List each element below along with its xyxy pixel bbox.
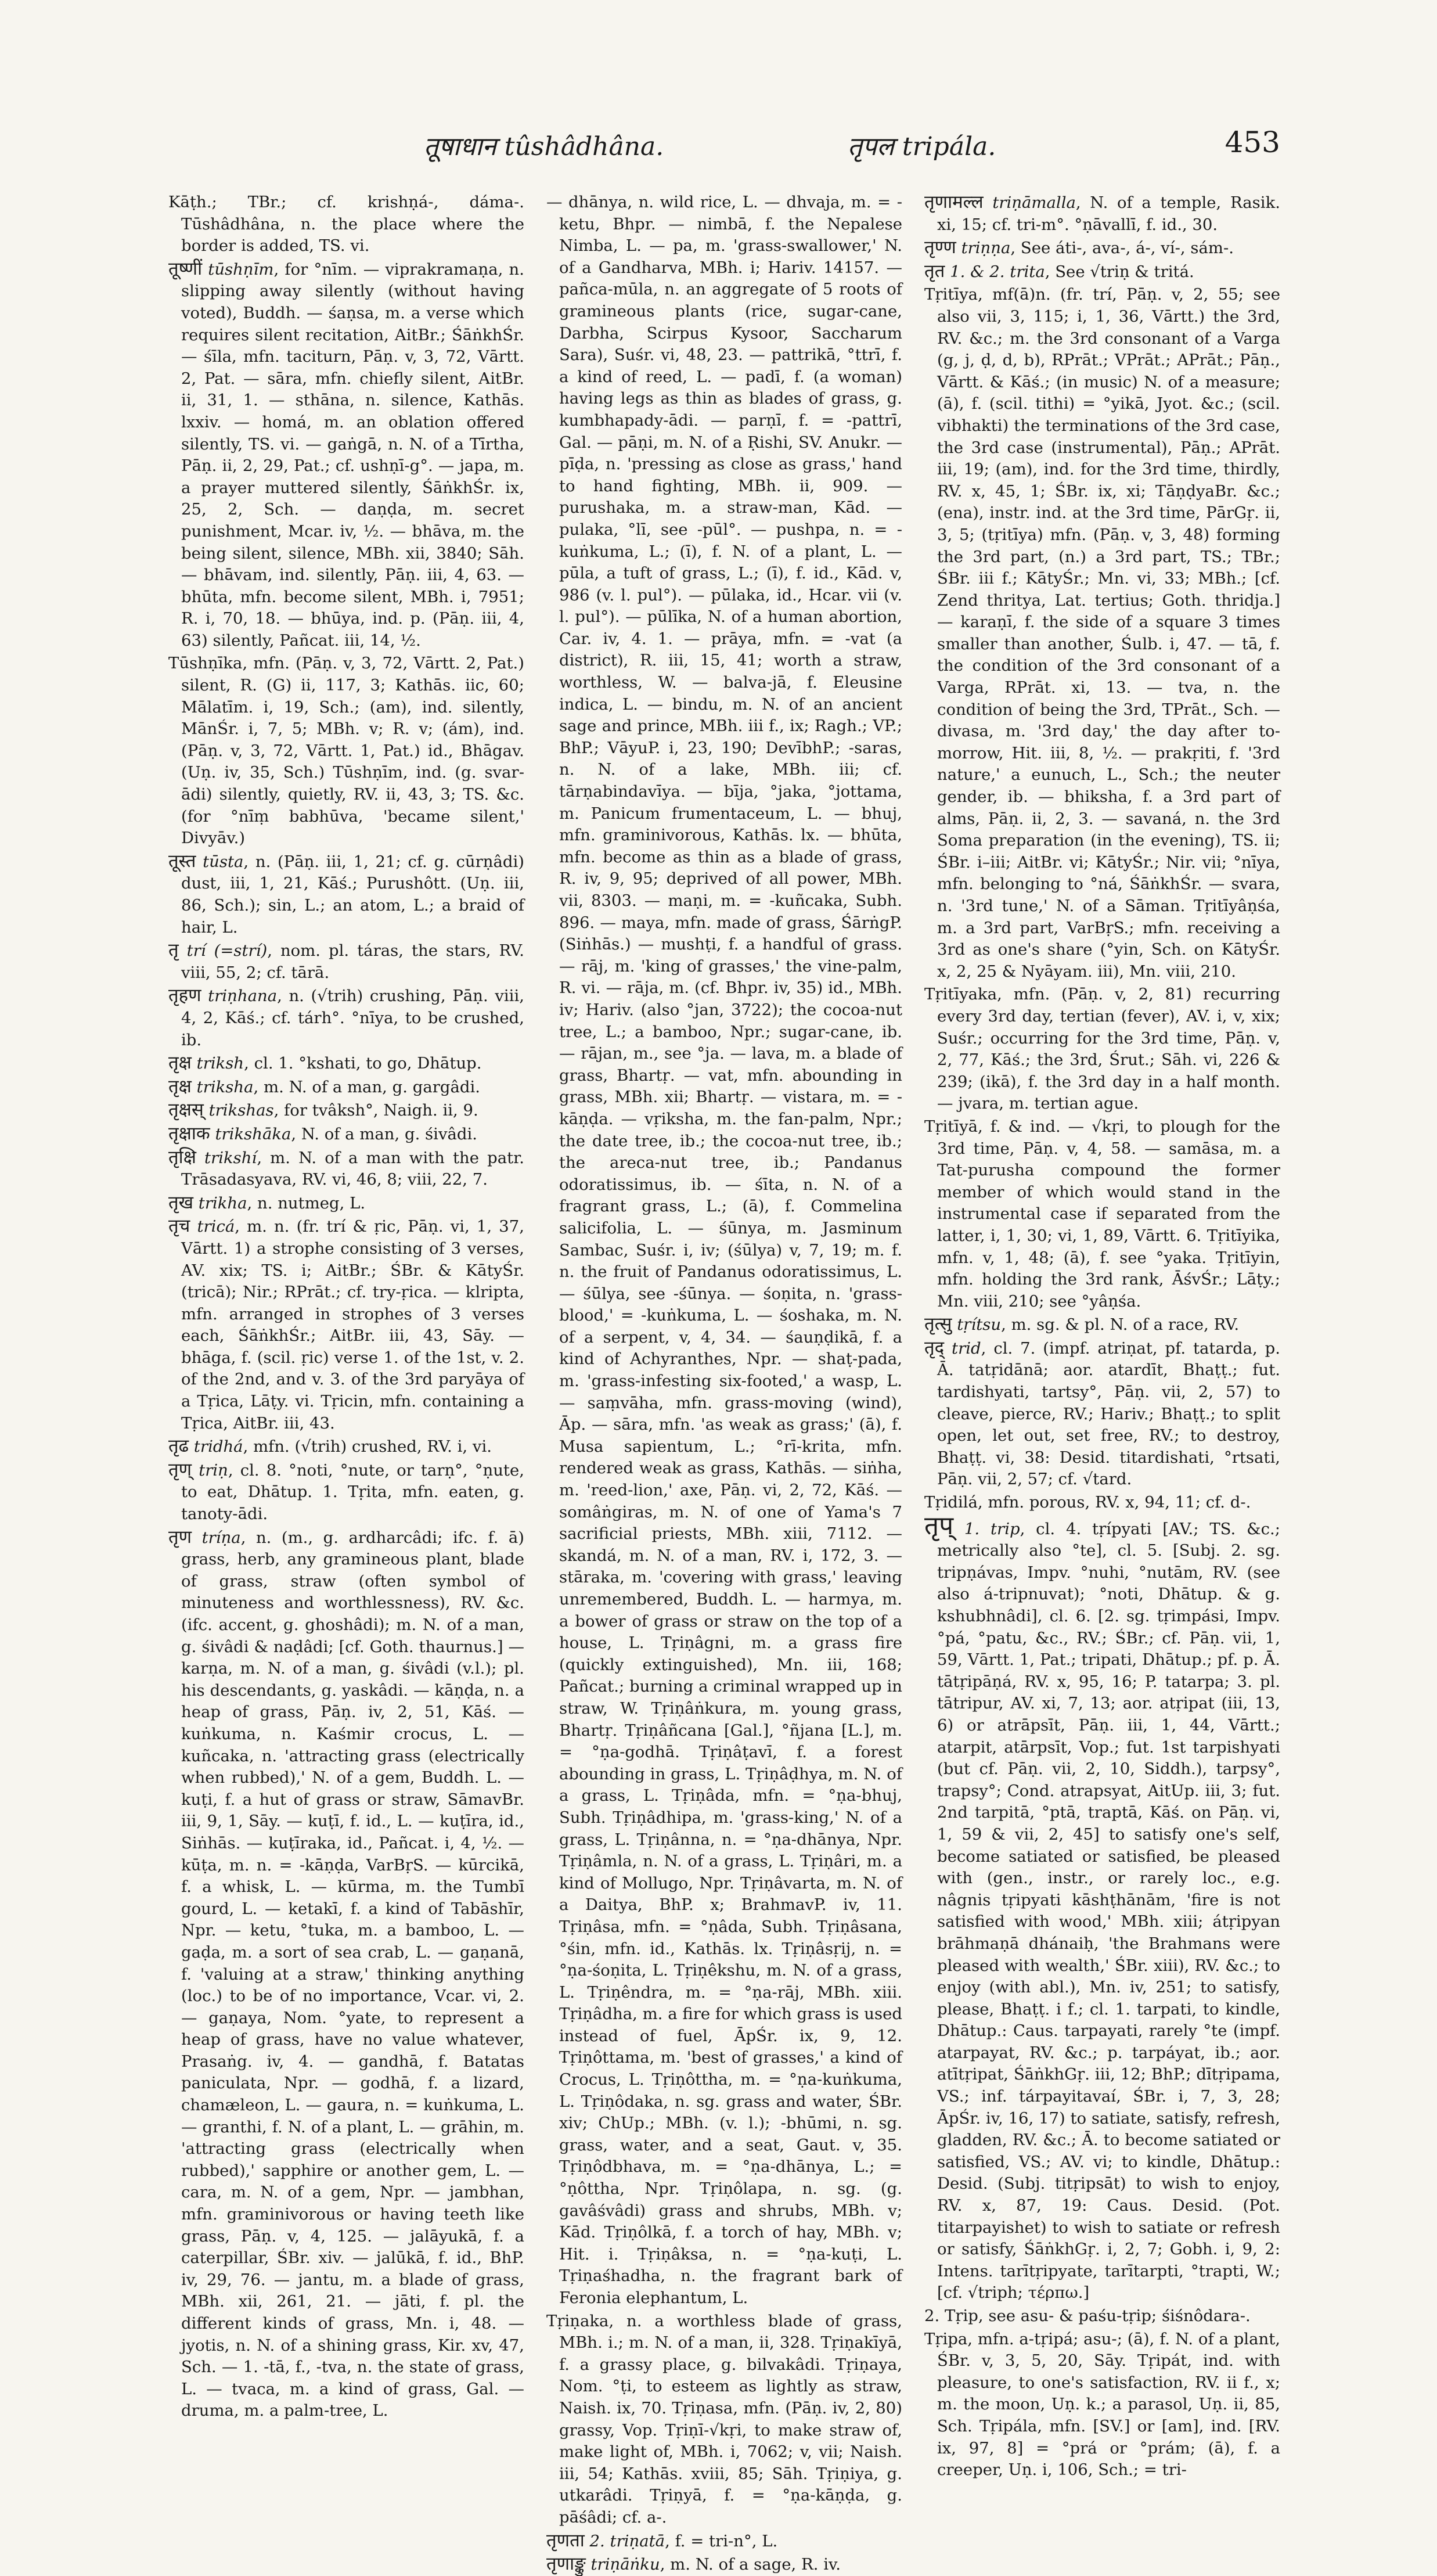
dictionary-entry: तृक्षस् trikshas, for tvâksh°, Naigh. ii, 9. [168,1099,478,1121]
headword-devanagari: तृक्षाक [168,1122,210,1144]
dictionary-entry: तृच tricá, m. n. (fr. trí & ṛic, Pāṇ. vi, 1, 37, Vārtt. 1) a strophe consisting of 3 verses, AV. xix; TS. i; AitBr.; ŚBr. & KātyŚr. (tricā); Nir.; RPrāt.; cf. try-ṛica. — klripta, mfn. arranged in strophes of 3 verses each, ŚāṅkhŚr.; AitBr. iii, 43, Sāy. — bhāga, f. (scil. ṛic) verse 1. of the 1st, v. 2. of the 2nd, and v. 3. of the 3rd paryāya of a Tṛica, Lāṭy. vi. Tṛicin, mfn. containing a Tṛica, AitBr. iii, 43. [168,1215,524,1433]
entry-definition: n. (m., g. ardharcâdi; ifc. f. ā) grass, herb, any gramineous plant, blade of grass, straw (often symbol of minuteness and worthlessness), RV. &c. (ifc. accent, g. ghoshâdi); m. N. of a man, g. śivâdi & naḍâdi; [cf. Goth. thaurnus.] — karṇa, m. N. of a man, g. śivâdi (v.l.); pl. his descendants, g. yaskâdi. — kāṇḍa, n. a heap of grass, Pāṇ. iv, 2, 51, Kāś. — kuṅkuma, n. Kaśmir crocus, L. — kuñcaka, n. 'attracting grass (electrically when rubbed),' N. of a gem, Buddh. L. — kuṭi, f. a hut of grass or straw, SāmavBr. iii, 9, 1, Sāy. — kuṭī, f. id., L. — kuṭīra, id., Siṅhās. — kuṭīraka, id., Pañcat. i, 4, ½. — kūṭa, m. n. = -kāṇḍa, VarBṛS. — kūrcikā, f. a whisk, L. — kūrma, m. the Tumbī gourd, L. — ketakī, f. a kind of Tabāshīr, Npr. — ketu, °tuka, m. a bamboo, L. — gaḍa, m. a sort of sea crab, L. — gaṇanā, f. 'valuing at a straw,' thinking anything (loc.) to be of no importance, Vcar. vi, 2. — gaṇaya, Nom. °yate, to represent a heap of grass, have no value whatever, Prasaṅg. iv, 4. — gandhā, f. Batatas paniculata, Npr. — godhā, f. a lizard, chamæleon, L. — gaura, n. = kuṅkuma, L. — granthi, f. N. of a plant, L. — grāhin, m. 'attracting grass (electrically when rubbed),' sapphire or another gem, L. — cara, m. N. of a gem, Npr. — jambhan, mfn. graminivorous or having teeth like grass, Pāṇ. v, 4, 125. — jalāyukā, f. a caterpillar, ŚBr. xiv. — jalūkā, f. id., BhP. iv, 29, 76. — jantu, m. a blade of grass, MBh. xii, 261, 21. — jāti, f. pl. the different kinds of grass, Mn. i, 48. — jyotis, n. N. of a shining grass, Kir. xv, 47, Sch. — 1. -tā, f., -tva, n. the state of grass, L. — tvaca, m. a kind of grass, Gal. — druma, m. a palm-tree, L. [181,1528,524,2420]
headword-devanagari: तृढ [168,1435,189,1457]
running-head-middle: तृपल tripála. [848,132,996,161]
entry-definition: Tṛiṇaka, n. a worthless blade of grass, MBh. i.; m. N. of a man, ii, 328. Tṛiṇakīyā, f. a grassy place, g. bilvakâdi. Tṛiṇaya, Nom. °ṭi, to esteem as lightly as straw, Naish. ix, 70. Tṛiṇasa, mfn. (Pāṇ. iv, 2, 80) grassy, Vop. Tṛiṇī-√kṛi, to make straw of, make light of, MBh. i, 7062; v, vii; Naish. iii, 54; Kathās. xviii, 85; Sāh. Tṛiṇiya, g. utkarâdi. Tṛiṇyā, f. = °ṇa-kāṇḍa, g. pāśâdi; cf. a-. [546,2311,902,2527]
entry-definition: Tṛitīya, mf(ā)n. (fr. trí, Pāṇ. v, 2, 55; see also vii, 3, 115; i, 1, 36, Vārtt.) the 3rd, RV. &c.; m. the 3rd consonant of a Varga (g, j, ḍ, d, b), RPrāt.; VPrāt.; APrāt.; Pāṇ., Vārtt. & Kāś.; (in music) N. of a measure; (ā), f. (scil. tithi) = °yikā, Jyot. &c.; (scil. vibhakti) the terminations of the 3rd case, the 3rd case (instrumental), Pāṇ.; APrāt. iii, 19; (am), ind. for the 3rd time, thirdly, RV. x, 45, 1; ŚBr. ix, xi; TāṇḍyaBr. &c.; (ena), instr. ind. at the 3rd time, PārGṛ. ii, 3, 5; (tṛitīya) mfn. (Pāṇ. v, 3, 48) forming the 3rd part, (n.) a 3rd part, TS.; TBr.; ŚBr. iii f.; KātyŚr.; Mn. vi, 33; MBh.; [cf. Zend thritya, Lat. tertius; Goth. thridja.] — karaṇī, f. the side of a square 3 times smaller than another, Śulb. i, 47. — tā, f. the condition of the 3rd consonant of a Varga, RPrāt. xi, 13. — tva, n. the condition of being the 3rd, TPrāt., Sch. — divasa, m. '3rd day,' the day after to-morrow, Hit. iii, 8, ½. — prakṛiti, f. '3rd nature,' a eunuch, L., Sch.; the neuter gender, ib. — bhiksha, f. a 3rd part of alms, Pāṇ. ii, 2, 3. — savaná, n. the 3rd Soma preparation (in the evening), TS. ii; ŚBr. i–iii; AitBr. vi; KātyŚr.; Nir. vii; °nīya, mfn. belonging to °ná, ŚāṅkhŚr. — svara, n. '3rd tune,' N. of a Sāman. Tṛitīyâṇśa, m. a 3rd part, VarBṛS.; mfn. receiving a 3rd as one's share (°yin, Sch. on KātyŚr. x, 2, 25 & Nyāyam. iii), Mn. viii, 210. [924,285,1280,981]
dictionary-entry: तृण् triṇ, cl. 8. °noti, °nute, or tarṇ°, °ṇute, to eat, Dhātup. 1. Tṛita, mfn. eaten, g. tanoty-ādi. [168,1459,524,1524]
headword-devanagari: तृत [924,260,945,282]
headword-transliteration: trí (=strí) [186,941,268,960]
headword-transliteration: tríṇa [201,1528,241,1547]
headword-transliteration: 1. & 2. trita [950,262,1045,281]
dictionary-entry: तृत 1. & 2. trita, See √triṇ & tritá. [924,260,1194,282]
dictionary-entry: तृणाङ्कु triṇāṅku, m. N. of a sage, R. iv. [546,2553,841,2575]
dictionary-entry: तृक्ष triksha, m. N. of a man, g. gargâdi. [168,1075,481,1097]
entry-definition: Tṛipa, mfn. a-tṛipá; asu-; (ā), f. N. of a plant, ŚBr. v, 3, 5, 20, Sāy. Tṛipát, ind. with pleasure, to one's satisfaction, RV. ii f., x; m. the moon, Uṇ. k.; a parasol, Uṇ. ii, 85, Sch. Tṛipála, mfn. [SV.] or [am], ind. [RV. ix, 97, 8] = °prá or °prám; (ā), f. a creeper, Uṇ. i, 106, Sch.; = tri- [924,2329,1280,2480]
entry-definition: m. N. of a man with the patr. Trāsadasyava, RV. vi, 46, 8; viii, 22, 7. [181,1148,525,1189]
headword-devanagari: तृणामल्ल [924,192,984,213]
entry-definition: cl. 7. (impf. atriṇat, pf. tatarda, p. Ā. tatṛidānā; aor. atardīt, Bhaṭṭ.; fut. tardishyati, tartsy°, Pāṇ. vii, 2, 57) to cleave, pierce, RV.; Hariv.; Bhaṭṭ.; to split open, let out, set free, RV.; to destroy, Bhaṭṭ. vi, 38: Desid. titardishati, °rtsati, Pāṇ. vii, 2, 57; cf. √tard. [937,1339,1280,1489]
headword-transliteration: triṇāṅku [590,2555,660,2574]
dictionary-entry: तृढ tridhá, mfn. (√trih) crushed, RV. i, vi. [168,1435,492,1457]
entry-definition: m. n. (fr. trí & ṛic, Pāṇ. vi, 1, 37, Vārtt. 1) a strophe consisting of 3 verses, AV. xix; TS. i; AitBr.; ŚBr. & KātyŚr. (tricā); Nir.; RPrāt.; cf. try-ṛica. — klripta, mfn. arranged in strophes of 3 verses each, ŚāṅkhŚr.; AitBr. iii, 43, Sāy. — bhāga, f. (scil. ṛic) verse 1. of the 1st, v. 2. of the 2nd, and v. 3. of the 3rd paryāya of a Tṛica, Lāṭy. vi. Tṛicin, mfn. containing a Tṛica, AitBr. iii, 43. [181,1217,524,1433]
headword-devanagari: तृख [168,1192,194,1213]
headword-transliteration: triṇṇa [961,239,1011,258]
headword-devanagari: तृण [168,1526,192,1548]
dictionary-entry [168,192,524,257]
dictionary-entry: तृ trí (=strí), nom. pl. táras, the stars, RV. viii, 55, 2; cf. tārā. [168,940,525,982]
headword-devanagari: तृच [168,1215,190,1237]
dictionary-entry: तृप् 1. trip, cl. 4. tṛípyati [AV.; TS. &c.; metrically also °te], cl. 5. [Subj. 2. sg. tripṇávas, Impv. °nuhi, °nutām, RV. (see also á-tripnuvat); °noti, Dhātup. & g. kshubhnâdi], cl. 6. [2. sg. tṛimpási, Impv. °pá, °patu, &c., RV.; ŚBr.; cf. Pāṇ. vii, 1, 59, Vārtt. 1, Pat.; tripati, Dhātup.; pf. p. Ā. tātṛipāṇá, RV. x, 95, 16; P. tatarpa; 3. pl. tātripur, AV. xi, 7, 13; aor. atṛipat (iii, 13, 6) or atrāpsīt, Pāṇ. iii, 1, 44, Vārtt.; atarpit, atārpsīt, Vop.; fut. 1st tarpishyati (but cf. Pāṇ. vii, 2, 10, Siddh.), tarpsy°, trapsy°; Cond. atrapsyat, AitUp. iii, 3; fut. 2nd tarpitā, °ptā, traptā, Kāś. on Pāṇ. vi, 1, 59 & vii, 2, 45] to satisfy one's self, become satiated or satisfied, be pleased with (gen., instr., or rarely loc., e.g. nâgnis tṛipyati kāshṭhānām, 'fire is not satisfied with wood,' MBh. xiii; átṛipyan brāhmaṇā dhánaiḥ, 'the Brahmans were pleased with wealth,' ŚBr. xiii), RV. &c.; to enjoy (with abl.), Mn. iv, 251; to satisfy, please, Bhaṭṭ. i f.; cl. 1. tarpati, to kindle, Dhātup.: Caus. tarpayati, rarely °te (impf. atarpayat, RV. &c.; p. tarpáyat, ib.; aor. atītṛipat, ŚāṅkhGṛ. iii, 12; BhP.; dītṛipama, VS.; inf. tárpayitavaí, ŚBr. i, 7, 3, 28; ĀpŚr. iv, 16, 17) to satiate, satisfy, refresh, gladden, RV. &c.; Ā. to become satiated or satisfied, VS.; AV. vi; to kindle, Dhātup.: Desid. (Subj. titṛipsāt) to wish to enjoy, RV. x, 87, 19: Caus. Desid. (Pot. titarpayishet) to wish to satiate or refresh or satisfy, ŚāṅkhGṛ. i, 2, 7; Gobh. i, 9, 2: Intens. tarītṛipyate, tarītarpti, °trapti, W.; [cf. √triph; τέρπω.] [924,1510,1280,2302]
dictionary-entry [924,984,1280,1115]
dictionary-entry [924,284,1280,983]
dictionary-entry [924,2305,1280,2327]
dictionary-entry: तृक्षाक trikshāka, N. of a man, g. śivâdi. [168,1122,478,1144]
headword-transliteration: tṛítsu [957,1315,1002,1334]
entry-definition: Tṛidilá, mfn. porous, RV. x, 94, 11; cf. d-. [924,1493,1251,1512]
entry-definition: m. N. of a man, g. gargâdi. [264,1077,481,1096]
headword-transliteration: trikshí [204,1148,257,1167]
headword-transliteration: trikha [198,1193,247,1213]
dictionary-entry [924,1116,1280,1312]
entry-definition: — dhānya, n. wild rice, L. — dhvaja, m. = -ketu, Bhpr. — nimbā, f. the Nepalese Nimba, L. — pa, m. 'grass-swallower,' N. of a Gandharva, MBh. i; Hariv. 14157. — pañca-mūla, n. an aggregate of 5 roots of gramineous plants (rice, sugar-cane, Darbha, Scirpus Kysoor, Saccharum Sara), Suśr. vi, 48, 23. — pattrikā, °ttrī, f. a kind of reed, L. — padī, f. (a woman) having legs as thin as blades of grass, g. kumbhapady-ādi. — parṇī, f. = -pattrī, Gal. — pāṇi, m. N. of a Ṛishi, SV. Anukr. — pīḍa, n. 'pressing as close as grass,' hand to hand fighting, MBh. ii, 909. — purushaka, m. a straw-man, Kād. — pulaka, °lī, see -pūl°. — pushpa, n. = -kuṅkuma, L.; (ī), f. N. of a plant, L. — pūla, a tuft of grass, L.; (ī), f. id., Kād. v, 986 (v. l. pul°). — pūlaka, id., Hcar. vii (v. l. pul°). — pūlīka, N. of a human abortion, Car. iv, 4. 1. — prāya, mfn. = -vat (a district), R. iii, 15, 41; worth a straw, worthless, W. — balva-jā, f. Eleusine indica, L. — bindu, m. N. of an ancient sage and prince, MBh. iii f., ix; Ragh.; VP.; BhP.; VāyuP. i, 23, 190; DevībhP.; -saras, n. N. of a lake, MBh. iii; cf. tārṇabindavīya. — bīja, °jaka, °jottama, m. Panicum frumentaceum, L. — bhuj, mfn. graminivorous, Kathās. lx. — bhūta, mfn. become as thin as a blade of grass, R. iv, 9, 95; deprived of all power, MBh. vii, 8303. — maṇi, m. = -kuñcaka, Subh. 896. — maya, mfn. made of grass, ŚārṅgP. (Siṅhās.) — mushṭi, f. a handful of grass. — rāj, m. 'king of grasses,' the vine-palm, R. vi. — rāja, m. (cf. Bhpr. iv, 35) id., MBh. iv; Hariv. (also °jan, 3722); the cocoa-nut tree, L.; a bamboo, Npr.; sugar-cane, ib. — rājan, m., see °ja. — lava, m. a blade of grass, Bhartṛ. — vat, mfn. abounding in grass, MBh. xii; Bhartṛ. — vistara, m. = -kāṇḍa. — vṛiksha, m. the fan-palm, Npr.; the date tree, ib.; the cocoa-nut tree, ib.; the areca-nut tree, ib.; Pandanus odoratissimus, ib. — śīta, n. N. of a fragrant grass, L.; (ā), f. Commelina salicifolia, L. — śūnya, m. Jasminum Sambac, Suśr. i, iv; (śūlya) v, 7, 19; m. f. n. the fruit of Pandanus odoratissimus, L. — śūlya, see -śūnya. — śoṇita, n. 'grass-blood,' = -kuṅkuma, L. — śoshaka, m. N. of a serpent, v, 4, 34. — śauṇḍikā, f. a kind of Achyranthes, Npr. — shaṭ-pada, m. 'grass-infesting six-footed,' a wasp, L. — saṃvāha, mfn. grass-moving (wind), Āp. — sāra, mfn. 'as weak as grass;' (ā), f. Musa sapientum, L.; °rī-krita, mfn. rendered weak as grass, Kathās. — siṅha, m. 'reed-lion,' axe, Pāṇ. vi, 2, 72, Kāś. — somâṅgiras, m. N. of one of Yama's 7 sacrificial priests, MBh. xiii, 7112. — skandá, m. N. of a man, RV. i, 172, 3. — stāraka, m. 'covering with grass,' leaving unremembered, Buddh. L. — harmya, m. a bower of grass or straw on the top of a house, L. Tṛiṇâgni, m. a grass fire (quickly extinguished), Mn. iii, 168; Pañcat.; burning a criminal wrapped up in straw, W. Tṛiṇâṅkura, m. young grass, Bhartṛ. Tṛiṇâñcana [Gal.], °ñjana [L.], m. = °ṇa-godhā. Tṛiṇâṭavī, f. a forest abounding in grass, L. Tṛiṇâḍhya, m. N. of a grass, L. Tṛiṇâda, mfn. = °ṇa-bhuj, Subh. Tṛiṇâdhipa, m. 'grass-king,' N. of a grass, L. Tṛiṇânna, n. = °ṇa-dhānya, Npr. Tṛiṇâmla, n. N. of a grass, L. Tṛiṇâri, m. a kind of Mollugo, Npr. Tṛiṇâvarta, m. N. of a Daitya, BhP. x; BrahmavP. iv, 11. Tṛiṇâsa, mfn. = °ṇâda, Subh. Tṛiṇâsana, °śin, mfn. id., Kathās. lx. Tṛiṇâsṛij, n. = °ṇa-śoṇita, L. Tṛiṇêkshu, m. N. of a grass, L. Tṛiṇêndra, m. = °ṇa-rāj, MBh. xiii. Tṛiṇâdha, m. a fire for which grass is used instead of fuel, ĀpŚr. ix, 9, 12. Tṛiṇôttama, m. 'best of grasses,' a kind of Crocus, L. Tṛiṇôttha, m. = °ṇa-kuṅkuma, L. Tṛiṇôdaka, n. sg. grass and water, ŚBr. xiv; ChUp.; MBh. (v. l.); -bhūmi, n. sg. grass, water, and a seat, Gaut. v, 35. Tṛiṇôdbhava, m. = °ṇa-dhānya, L.; = °ṇôttha, Npr. Tṛiṇôlapa, n. sg. (g. gavâśvâdi) grass and shrubs, MBh. v; Kād. Tṛiṇôlkā, f. a torch of hay, MBh. v; Hit. i. Tṛiṇâksa, n. = °ṇa-kuṭi, L. Tṛiṇaśhadha, n. the fragrant bark of Feronia elephantum, L. [546,193,902,2307]
headword-transliteration: triṇāmalla [992,193,1076,212]
dictionary-entry: तूष्णीं tūshṇīm, for °nīm. — viprakramaṇa, n. slipping away silently (without having voted), Buddh. — śaṇsa, m. a verse which requires silent recitation, AitBr.; ŚāṅkhŚr. — śīla, mfn. taciturn, Pāṇ. v, 3, 72, Vārtt. 2, Pat. — sāra, mfn. chiefly silent, AitBr. ii, 31, 1. — sthāna, n. silence, Kathās. lxxiv. — homá, m. an oblation offered silently, TS. vi. — gaṅgā, n. N. of a Tīrtha, Pāṇ. ii, 2, 29, Pat.; cf. ushṇī-g°. — japa, m. a prayer muttered silently, ŚāṅkhŚr. ix, 25, 2, Sch. — daṇḍa, m. secret punishment, Mcar. iv, ½. — bhāva, m. the being silent, silence, MBh. xii, 3840; Sāh. — bhāvam, ind. silently, Pāṇ. iii, 4, 63. — bhūta, mfn. become silent, MBh. i, 7951; R. i, 70, 18. — bhūya, ind. p. (Pāṇ. iii, 4, 63) silently, Pañcat. iii, 14, ½. [168,258,525,650]
headword-transliteration: trikshas [208,1101,274,1120]
entry-definition: n. (Pāṇ. iii, 1, 21; cf. g. cūrṇâdi) dust, iii, 1, 21, Kāś.; Purushôtt. (Uṇ. iii, 86, Sch.); sin, L.; an atom, L.; a braid of hair, L. [181,852,524,937]
headword-devanagari: तृणाङ्कु [546,2553,586,2575]
dictionary-entry: तूस्त tūsta, n. (Pāṇ. iii, 1, 21; cf. g. cūrṇâdi) dust, iii, 1, 21, Kāś.; Purushôtt. (Uṇ. iii, 86, Sch.); sin, L.; an atom, L.; a braid of hair, L. [168,850,524,937]
dictionary-entry: तृत्सु tṛítsu, m. sg. & pl. N. of a race, RV. [924,1314,1240,1335]
entry-definition: N. of a temple, Rasik. xi, 15; cf. tri-m°. °ṇāvallī, f. id., 30. [937,193,1280,234]
entry-definition: for °nīm. — viprakramaṇa, n. slipping away silently (without having voted), Buddh. — śaṇsa, m. a verse which requires silent recitation, AitBr.; ŚāṅkhŚr. — śīla, mfn. taciturn, Pāṇ. v, 3, 72, Vārtt. 2, Pat. — sāra, mfn. chiefly silent, AitBr. ii, 31, 1. — sthāna, n. silence, Kathās. lxxiv. — homá, m. an oblation offered silently, TS. vi. — gaṅgā, n. N. of a Tīrtha, Pāṇ. ii, 2, 29, Pat.; cf. ushṇī-g°. — japa, m. a prayer muttered silently, ŚāṅkhŚr. ix, 25, 2, Sch. — daṇḍa, m. secret punishment, Mcar. iv, ½. — bhāva, m. the being silent, silence, MBh. xii, 3840; Sāh. — bhāvam, ind. silently, Pāṇ. iii, 4, 63. — bhūta, mfn. become silent, MBh. i, 7951; R. i, 70, 18. — bhūya, ind. p. (Pāṇ. iii, 4, 63) silently, Pañcat. iii, 14, ½. [181,260,525,650]
headword-devanagari: तृद् [924,1337,945,1358]
headword-transliteration: trid [952,1339,981,1358]
headword-devanagari: तृण्ण [924,237,956,258]
entry-definition: cl. 4. tṛípyati [AV.; TS. &c.; metrically also °te], cl. 5. [Subj. 2. sg. tripṇávas, Impv. °nuhi, °nutām, RV. (see also á-tripnuvat); °noti, Dhātup. & g. kshubhnâdi], cl. 6. [2. sg. tṛimpási, Impv. °pá, °patu, &c., RV.; ŚBr.; cf. Pāṇ. vii, 1, 59, Vārtt. 1, Pat.; tripati, Dhātup.; pf. p. Ā. tātṛipāṇá, RV. x, 95, 16; P. tatarpa; 3. pl. tātripur, AV. xi, 7, 13; aor. atṛipat (iii, 13, 6) or atrāpsīt, Pāṇ. iii, 1, 44, Vārtt.; atarpit, atārpsīt, Vop.; fut. 1st tarpishyati (but cf. Pāṇ. vii, 2, 10, Siddh.), tarpsy°, trapsy°; Cond. atrapsyat, AitUp. iii, 3; fut. 2nd tarpitā, °ptā, traptā, Kāś. on Pāṇ. vi, 1, 59 & vii, 2, 45] to satisfy one's self, become satiated or satisfied, be pleased with (gen., instr., or rarely loc., e.g. nâgnis tṛipyati kāshṭhānām, 'fire is not satisfied with wood,' MBh. xiii; átṛipyan brāhmaṇā dhánaiḥ, 'the Brahmans were pleased with wealth,' ŚBr. xiii), RV. &c.; to enjoy (with abl.), Mn. iv, 251; to satisfy, please, Bhaṭṭ. i f.; cl. 1. tarpati, to kindle, Dhātup.: Caus. tarpayati, rarely °te (impf. atarpayat, RV. &c.; p. tarpáyat, ib.; aor. atītṛipat, ŚāṅkhGṛ. iii, 12; BhP.; dītṛipama, VS.; inf. tárpayitavaí, ŚBr. i, 7, 3, 28; ĀpŚr. iv, 16, 17) to satiate, satisfy, refresh, gladden, RV. &c.; Ā. to become satiated or satisfied, VS.; AV. vi; to kindle, Dhātup.: Desid. (Subj. titṛipsāt) to wish to enjoy, RV. x, 87, 19: Caus. Desid. (Pot. titarpayishet) to wish to satiate or refresh or satisfy, ŚāṅkhGṛ. i, 2, 7; Gobh. i, 9, 2: Intens. tarītṛipyate, tarītarpti, °trapti, W.; [cf. √triph; τέρπω.] [937,1519,1280,2302]
entry-definition: See √triṇ & tritá. [1055,262,1194,281]
column-right [924,192,1280,2480]
dictionary-entry: तृहण triṇhana, n. (√trih) crushing, Pāṇ. viii, 4, 2, Kāś.; cf. tárh°. °nīya, to be crushed, ib. [168,985,524,1049]
entry-definition: n. (√trih) crushing, Pāṇ. viii, 4, 2, Kāś.; cf. tárh°. °nīya, to be crushed, ib. [181,987,524,1049]
entry-definition: 2. Tṛip, see asu- & paśu-tṛip; śiśnôdara-. [924,2307,1251,2325]
dictionary-body [168,192,1280,2575]
dictionary-entry: तृण्ण triṇṇa, See áti-, ava-, á-, ví-, sám-. [924,237,1234,258]
headword-devanagari: तृक्ष [168,1052,192,1074]
dictionary-entry [168,653,524,849]
dictionary-entry: तृक्ष triksh, cl. 1. °kshati, to go, Dhātup. [168,1052,482,1074]
headword-transliteration: tricá [197,1217,235,1236]
headword-devanagari: तूष्णीं [168,258,203,279]
headword-devanagari: तृण् [168,1459,192,1480]
entry-definition: m. sg. & pl. N. of a race, RV. [1011,1315,1240,1334]
dictionary-entry: तृणामल्ल triṇāmalla, N. of a temple, Rasik. xi, 15; cf. tri-m°. °ṇāvallī, f. id., 30. [924,192,1280,234]
page-number: 453 [1224,125,1280,159]
dictionary-entry: तृण tríṇa, n. (m., g. ardharcâdi; ifc. f. ā) grass, herb, any gramineous plant, blade of grass, straw (often symbol of minuteness and worthlessness), RV. &c. (ifc. accent, g. ghoshâdi); m. N. of a man, g. śivâdi & naḍâdi; [cf. Goth. thaurnus.] — karṇa, m. N. of a man, g. śivâdi (v.l.); pl. his descendants, g. yaskâdi. — kāṇḍa, n. a heap of grass, Pāṇ. iv, 2, 51, Kāś. — kuṅkuma, n. Kaśmir crocus, L. — kuñcaka, n. 'attracting grass (electrically when rubbed),' N. of a gem, Buddh. L. — kuṭi, f. a hut of grass or straw, SāmavBr. iii, 9, 1, Sāy. — kuṭī, f. id., L. — kuṭīra, id., Siṅhās. — kuṭīraka, id., Pañcat. i, 4, ½. — kūṭa, m. n. = -kāṇḍa, VarBṛS. — kūrcikā, f. a whisk, L. — kūrma, m. the Tumbī gourd, L. — ketakī, f. a kind of Tabāshīr, Npr. — ketu, °tuka, m. a bamboo, L. — gaḍa, m. a sort of sea crab, L. — gaṇanā, f. 'valuing at a straw,' thinking anything (loc.) to be of no importance, Vcar. vi, 2. — gaṇaya, Nom. °yate, to represent a heap of grass, have no value whatever, Prasaṅg. iv, 4. — gandhā, f. Batatas paniculata, Npr. — godhā, f. a lizard, chamæleon, L. — gaura, n. = kuṅkuma, L. — granthi, f. N. of a plant, L. — grāhin, m. 'attracting grass (electrically when rubbed),' sapphire or another gem, L. — cara, m. N. of a gem, Npr. — jambhan, mfn. graminivorous or having teeth like grass, Pāṇ. v, 4, 125. — jalāyukā, f. a caterpillar, ŚBr. xiv. — jalūkā, f. id., BhP. iv, 29, 76. — jantu, m. a blade of grass, MBh. xii, 261, 21. — jāti, f. pl. the different kinds of grass, Mn. i, 48. — jyotis, n. N. of a shining grass, Kir. xv, 47, Sch. — 1. -tā, f., -tva, n. the state of grass, L. — tvaca, m. a kind of grass, Gal. — druma, m. a palm-tree, L. [168,1526,524,2420]
dictionary-entry: तृक्षि trikshí, m. N. of a man with the patr. Trāsadasyava, RV. vi, 46, 8; viii, 22, 7. [168,1146,525,1189]
entry-definition: for tvâksh°, Naigh. ii, 9. [284,1101,478,1120]
headword-transliteration: tūshṇīm [208,260,274,279]
entry-definition: Tṛitīyaka, mfn. (Pāṇ. v, 2, 81) recurring every 3rd day, tertian (fever), AV. i, v, xix; Suśr.; occurring for the 3rd time, Pāṇ. v, 2, 77, Kāś.; the 3rd, Śrut.; Sāh. vi, 226 & 239; (ikā), f. the 3rd day in a half month. — jvara, m. tertian ague. [924,985,1280,1113]
headword-devanagari: तृणता [546,2530,585,2551]
headword-transliteration: 1. trip [964,1519,1020,1538]
dictionary-entry [546,192,902,2309]
entry-definition: f. = tri-n°, L. [675,2531,778,2550]
entry-definition: Tūshṇīka, mfn. (Pāṇ. v, 3, 72, Vārtt. 2, Pat.) silent, R. (G) ii, 117, 3; Kathās. iic, 60; Mālatīm. i, 19, Sch.; (am), ind. silently, MānŚr. i, 7, 5; MBh. v; R. v; (ám), ind. (Pāṇ. v, 3, 72, Vārtt. 1, Pat.) id., Bhāgav. (Uṇ. iv, 35, Sch.) Tūshṇīm, ind. (g. svar-ādi) silently, quietly, RV. ii, 43, 3; TS. &c. (for °nīṃ babhūva, 'became silent,' Divyāv.) [168,654,524,848]
entry-definition: cl. 1. °kshati, to go, Dhātup. [254,1054,482,1073]
dictionary-entry: तृख trikha, n. nutmeg, L. [168,1192,366,1213]
entry-definition: m. N. of a sage, R. iv. [670,2555,841,2574]
entry-definition: mfn. (√trih) crushed, RV. i, vi. [253,1437,492,1456]
headword-transliteration: trikshāka [215,1124,291,1143]
dictionary-entry [924,1492,1280,1514]
headword-devanagari: तृक्षस् [168,1099,204,1121]
headword-devanagari: तृत्सु [924,1314,952,1335]
headword-transliteration: triṇ [199,1460,228,1480]
entry-definition: cl. 8. °noti, °nute, or tarṇ°, °ṇute, to eat, Dhātup. 1. Tṛita, mfn. eaten, g. tanoty-ādi. [181,1460,524,1524]
dictionary-entry [924,2329,1280,2481]
headword-transliteration: triksha [196,1077,254,1096]
entry-definition: n. nutmeg, L. [257,1193,366,1213]
entry-definition: nom. pl. táras, the stars, RV. viii, 55, 2; cf. tārā. [181,941,525,982]
headword-devanagari: तृक्ष [168,1075,192,1097]
headword-devanagari: तृ [168,940,179,961]
headword-devanagari: तृप् [924,1510,954,1541]
running-head-left: तूषाधान tûshâdhâna. [424,132,664,161]
entry-definition: N. of a man, g. śivâdi. [301,1124,478,1143]
headword-transliteration: triksh [196,1054,244,1073]
entry-definition: Tṛitīyā, f. & ind. — √kṛi, to plough for the 3rd time, Pāṇ. v, 4, 58. — samāsa, m. a Tat-purusha compound the former member of which would stand in the instrumental case if separated from the latter, i, 1, 30; vi, 1, 89, Vārtt. 6. Tṛitīyika, mfn. v, 1, 48; (ā), f. see °yaka. Tṛitīyin, mfn. holding the 3rd rank, ĀśvŚr.; Lāṭy.; Mn. viii, 210; see °yâṇśa. [924,1117,1280,1311]
headword-transliteration: triṇhana [208,987,278,1006]
dictionary-entry [546,2311,902,2529]
page-header [168,122,1280,163]
headword-devanagari: तृहण [168,985,201,1006]
headword-devanagari: तूस्त [168,850,196,872]
entry-definition: See áti-, ava-, á-, ví-, sám-. [1020,239,1234,258]
headword-transliteration: tridhá [193,1437,243,1456]
headword-transliteration: 2. triṇatā [589,2531,665,2550]
headword-devanagari: तृक्षि [168,1146,196,1168]
entry-definition: Kāṭh.; TBr.; cf. krishṇá-, dáma-. Tūshâdhâna, n. the place where the border is added, TS. vi. [168,193,524,256]
dictionary-entry: तृद् trid, cl. 7. (impf. atriṇat, pf. tatarda, p. Ā. tatṛidānā; aor. atardīt, Bhaṭṭ.; fut. tardishyati, tartsy°, Pāṇ. vii, 2, 57) to cleave, pierce, RV.; Hariv.; Bhaṭṭ.; to split open, let out, set free, RV.; to destroy, Bhaṭṭ. vi, 38: Desid. titardishati, °rtsati, Pāṇ. vii, 2, 57; cf. √tard. [924,1337,1280,1489]
column-middle [546,192,902,2575]
column-left [168,192,525,2420]
headword-transliteration: tūsta [203,852,244,871]
dictionary-entry: तृणता 2. triṇatā, f. = tri-n°, L. [546,2530,778,2551]
